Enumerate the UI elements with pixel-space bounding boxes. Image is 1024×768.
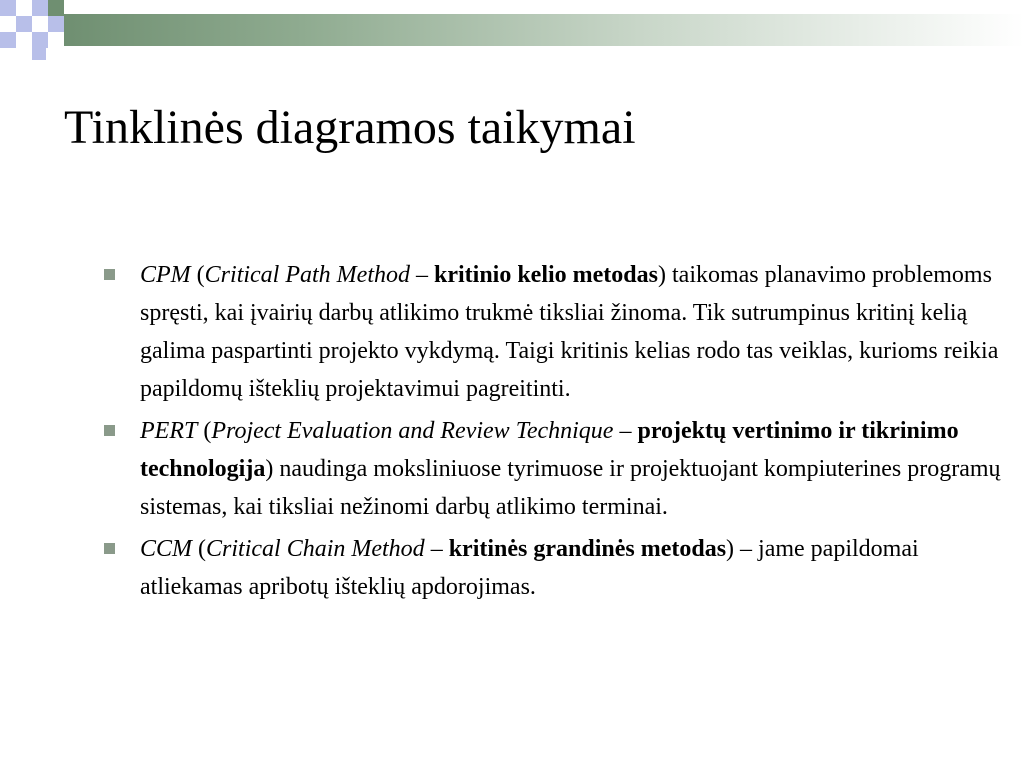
square-bullet-icon [104,543,115,554]
bullet-dash: – [613,418,638,444]
checker-square [16,16,32,32]
bullet-open: ( [197,418,212,444]
bullet-term: Critical Path Method [204,262,410,288]
square-bullet-icon [104,425,115,436]
bullet-abbr: CPM [140,262,191,288]
checker-square [48,0,64,16]
checker-square [0,32,16,48]
bullet-abbr: CCM [140,536,193,562]
checker-square [32,0,48,16]
bullet-term: Critical Chain Method [206,536,425,562]
checker-square [0,0,16,16]
bullet-dash: – [424,536,449,562]
bullet-item-ccm [100,530,1010,606]
bullet-list [100,256,1010,610]
checker-square [16,32,32,48]
bullet-term: Project Evaluation and Review Technique [211,418,614,444]
bullet-translation: kritinio kelio metodas [433,262,658,288]
checker-square [32,46,46,60]
decorative-header-band [0,0,1024,62]
bullet-open: ( [190,262,205,288]
bullet-translation: kritinės grandinės metodas [448,536,727,562]
bullet-rest: ) naudinga moksliniuose tyrimuose ir projektuojant kompiuterines programų sistemas, kai tiksliai nežinomi darbų atlikimo terminai. [140,456,1001,520]
checker-square [48,16,64,32]
checker-square [16,0,32,16]
checker-square [32,16,48,32]
bullet-translation: projektų vertinimo ir tikrinimo technologija [140,418,959,482]
checker-square [48,32,64,48]
bullet-rest: ) – jame papildomai atliekamas apribotų išteklių apdorojimas. [140,536,919,600]
bullet-abbr: PERT [140,418,198,444]
checker-square [0,16,16,32]
bullet-item-cpm [100,256,1010,408]
slide-title: Tinklinės diagramos taikymai [64,101,636,154]
square-bullet-icon [104,269,115,280]
bullet-item-pert [100,412,1010,526]
bullet-open: ( [192,536,207,562]
gradient-stripe [62,14,1024,46]
bullet-rest: ) taikomas planavimo problemoms spręsti, kai įvairių darbų atlikimo trukmė tiksliai žinoma. Tik sutrumpinus kritinį kelią galima paspartinti projekto vykdymą. Taigi kritinis kelias rodo tas veiklas, kurioms reikia papildomų išteklių projektavimui pagreitinti. [140,262,999,402]
bullet-dash: – [409,262,434,288]
